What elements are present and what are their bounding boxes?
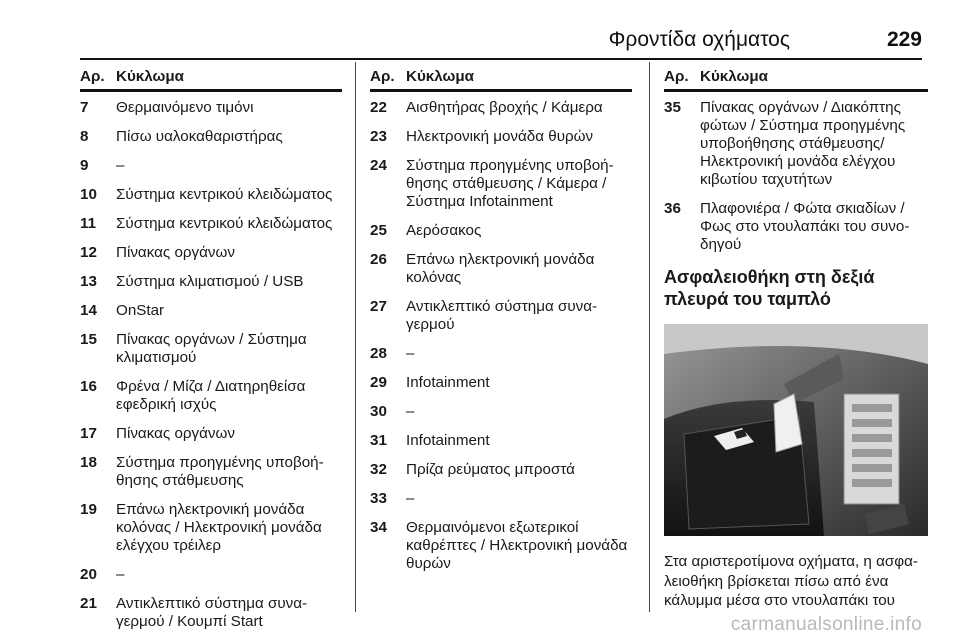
page-title: Φροντίδα οχήματος bbox=[608, 28, 790, 51]
table-row bbox=[80, 212, 342, 235]
table-row bbox=[370, 219, 632, 242]
table-row bbox=[664, 96, 928, 191]
fuse-number: 16 bbox=[80, 378, 97, 395]
fuse-number: 27 bbox=[370, 298, 387, 315]
table-row bbox=[80, 125, 342, 148]
circuit-description: Σύστημα κλιματισμού / USB bbox=[116, 273, 304, 290]
table-row bbox=[664, 197, 928, 256]
circuit-description: Πίνακας οργάνων bbox=[116, 425, 235, 442]
table-row bbox=[370, 458, 632, 481]
fuse-number: 21 bbox=[80, 595, 97, 612]
circuit-description: Πίνακας οργάνων / Διακόπτης φώτων / Σύστημα προηγμένης υποβοήθησης στάθμευσης/ Ηλεκτρονική μονάδα ελέγχου κιβωτίου ταχυτήτων bbox=[700, 99, 906, 188]
section-heading: Ασφαλειοθήκη στη δεξιά πλευρά του ταμπλό bbox=[664, 267, 875, 309]
circuit-description: Σύστημα προηγμένης υποβοή-θησης στάθμευσης / Κάμερα / Σύστημα Infotainment bbox=[406, 157, 614, 210]
fuse-number: 36 bbox=[664, 200, 681, 217]
header-circuit: Κύκλωμα bbox=[700, 68, 768, 85]
fuse-number: 15 bbox=[80, 331, 97, 348]
fuse-number: 17 bbox=[80, 425, 97, 442]
table-row bbox=[370, 487, 632, 510]
circuit-description: Infotainment bbox=[406, 374, 490, 391]
table-row bbox=[370, 400, 632, 423]
table-row bbox=[370, 125, 632, 148]
table-body bbox=[80, 96, 342, 633]
fuse-number: 25 bbox=[370, 222, 387, 239]
table-row bbox=[370, 248, 632, 289]
circuit-description: OnStar bbox=[116, 302, 165, 319]
header-no: Αρ. bbox=[370, 68, 395, 85]
circuit-description: – bbox=[406, 490, 415, 507]
fuse-number: 12 bbox=[80, 244, 97, 261]
table-body bbox=[370, 96, 632, 575]
circuit-description: Θερμαινόμενο τιμόνι bbox=[116, 99, 254, 116]
watermark: carmanualsonline.info bbox=[730, 614, 922, 635]
table-row bbox=[370, 154, 632, 213]
table-row bbox=[80, 328, 342, 369]
circuit-description: Πίνακας οργάνων bbox=[116, 244, 235, 261]
header-no: Αρ. bbox=[664, 68, 689, 85]
circuit-description: Επάνω ηλεκτρονική μονάδα κολόνας / Ηλεκτρονική μονάδα ελέγχου τρέιλερ bbox=[116, 501, 322, 554]
circuit-description: Αντικλεπτικό σύστημα συνα-γερμού bbox=[406, 298, 598, 333]
circuit-description: Ηλεκτρονική μονάδα θυρών bbox=[406, 128, 594, 145]
table-row bbox=[80, 183, 342, 206]
table-row bbox=[370, 516, 632, 575]
table-row bbox=[370, 429, 632, 452]
fuse-number: 8 bbox=[80, 128, 89, 145]
fuse-box-photo bbox=[664, 324, 928, 536]
fuse-number: 28 bbox=[370, 345, 387, 362]
fuse-number: 35 bbox=[664, 99, 681, 116]
fuse-number: 19 bbox=[80, 501, 97, 518]
fuse-number: 7 bbox=[80, 99, 89, 116]
table-row bbox=[80, 299, 342, 322]
fuse-number: 24 bbox=[370, 157, 387, 174]
header-no: Αρ. bbox=[80, 68, 105, 85]
circuit-description: Σύστημα κεντρικού κλειδώματος bbox=[116, 215, 333, 232]
circuit-description: – bbox=[406, 345, 415, 362]
fuse-table-column-3 bbox=[664, 66, 928, 611]
fuse-number: 30 bbox=[370, 403, 387, 420]
page-number: 229 bbox=[886, 28, 922, 51]
fuse-number: 13 bbox=[80, 273, 97, 290]
fuse-number: 20 bbox=[80, 566, 97, 583]
table-row bbox=[370, 371, 632, 394]
circuit-description: Αισθητήρας βροχής / Κάμερα bbox=[406, 99, 603, 116]
circuit-description: Πίσω υαλοκαθαριστήρας bbox=[116, 128, 283, 145]
circuit-description: Πίνακας οργάνων / Σύστημα κλιματισμού bbox=[116, 331, 307, 366]
table-row bbox=[370, 295, 632, 336]
circuit-description: Θερμαινόμενοι εξωτερικοί καθρέπτες / Ηλεκτρονική μονάδα θυρών bbox=[406, 519, 628, 572]
fuse-number: 33 bbox=[370, 490, 387, 507]
table-row bbox=[80, 422, 342, 445]
table-row bbox=[80, 451, 342, 492]
fuse-number: 23 bbox=[370, 128, 387, 145]
body-paragraph: Στα αριστεροτίμονα οχήματα, η ασφα-λειοθήκη βρίσκεται πίσω από ένα κάλυμμα μέσα στο ντουλαπάκι του bbox=[664, 553, 918, 609]
table-header bbox=[664, 66, 928, 92]
fuse-number: 9 bbox=[80, 157, 89, 174]
table-row bbox=[80, 96, 342, 119]
table-row bbox=[370, 342, 632, 365]
circuit-description: – bbox=[116, 566, 125, 583]
circuit-description: Αερόσακος bbox=[406, 222, 482, 239]
circuit-description: Πλαφονιέρα / Φώτα σκιαδίων / Φως στο ντουλαπάκι του συνο-δηγού bbox=[700, 200, 910, 253]
table-header bbox=[370, 66, 632, 92]
circuit-description: – bbox=[406, 403, 415, 420]
circuit-description: Αντικλεπτικό σύστημα συνα-γερμού / Κουμπί Start bbox=[116, 595, 308, 630]
table-header bbox=[80, 66, 342, 92]
circuit-description: Πρίζα ρεύματος μπροστά bbox=[406, 461, 575, 478]
circuit-description: Επάνω ηλεκτρονική μονάδα κολόνας bbox=[406, 251, 595, 286]
circuit-description: – bbox=[116, 157, 125, 174]
fuse-number: 10 bbox=[80, 186, 97, 203]
fuse-number: 11 bbox=[80, 215, 97, 232]
fuse-number: 18 bbox=[80, 454, 97, 471]
circuit-description: Σύστημα προηγμένης υποβοή-θησης στάθμευσης bbox=[116, 454, 324, 489]
header-circuit: Κύκλωμα bbox=[116, 68, 184, 85]
circuit-description: Φρένα / Μίζα / Διατηρηθείσα εφεδρική ισχύς bbox=[116, 378, 306, 413]
fuse-number: 31 bbox=[370, 432, 387, 449]
circuit-description: Σύστημα κεντρικού κλειδώματος bbox=[116, 186, 333, 203]
header-rule bbox=[80, 58, 922, 60]
column-divider bbox=[649, 62, 650, 612]
fuse-number: 14 bbox=[80, 302, 97, 319]
table-row bbox=[80, 154, 342, 177]
table-row bbox=[80, 592, 342, 633]
fuse-number: 22 bbox=[370, 99, 387, 116]
header-circuit: Κύκλωμα bbox=[406, 68, 474, 85]
table-row bbox=[80, 498, 342, 557]
column-divider bbox=[355, 62, 356, 612]
circuit-description: Infotainment bbox=[406, 432, 490, 449]
table-row bbox=[370, 96, 632, 119]
table-row bbox=[80, 241, 342, 264]
table-row bbox=[80, 375, 342, 416]
fuse-number: 32 bbox=[370, 461, 387, 478]
fuse-table-column-1 bbox=[80, 66, 342, 639]
fuse-number: 26 bbox=[370, 251, 387, 268]
fuse-number: 34 bbox=[370, 519, 387, 536]
table-body bbox=[664, 96, 928, 256]
fuse-number: 29 bbox=[370, 374, 387, 391]
table-row bbox=[80, 270, 342, 293]
table-row bbox=[80, 563, 342, 586]
fuse-table-column-2 bbox=[370, 66, 632, 581]
